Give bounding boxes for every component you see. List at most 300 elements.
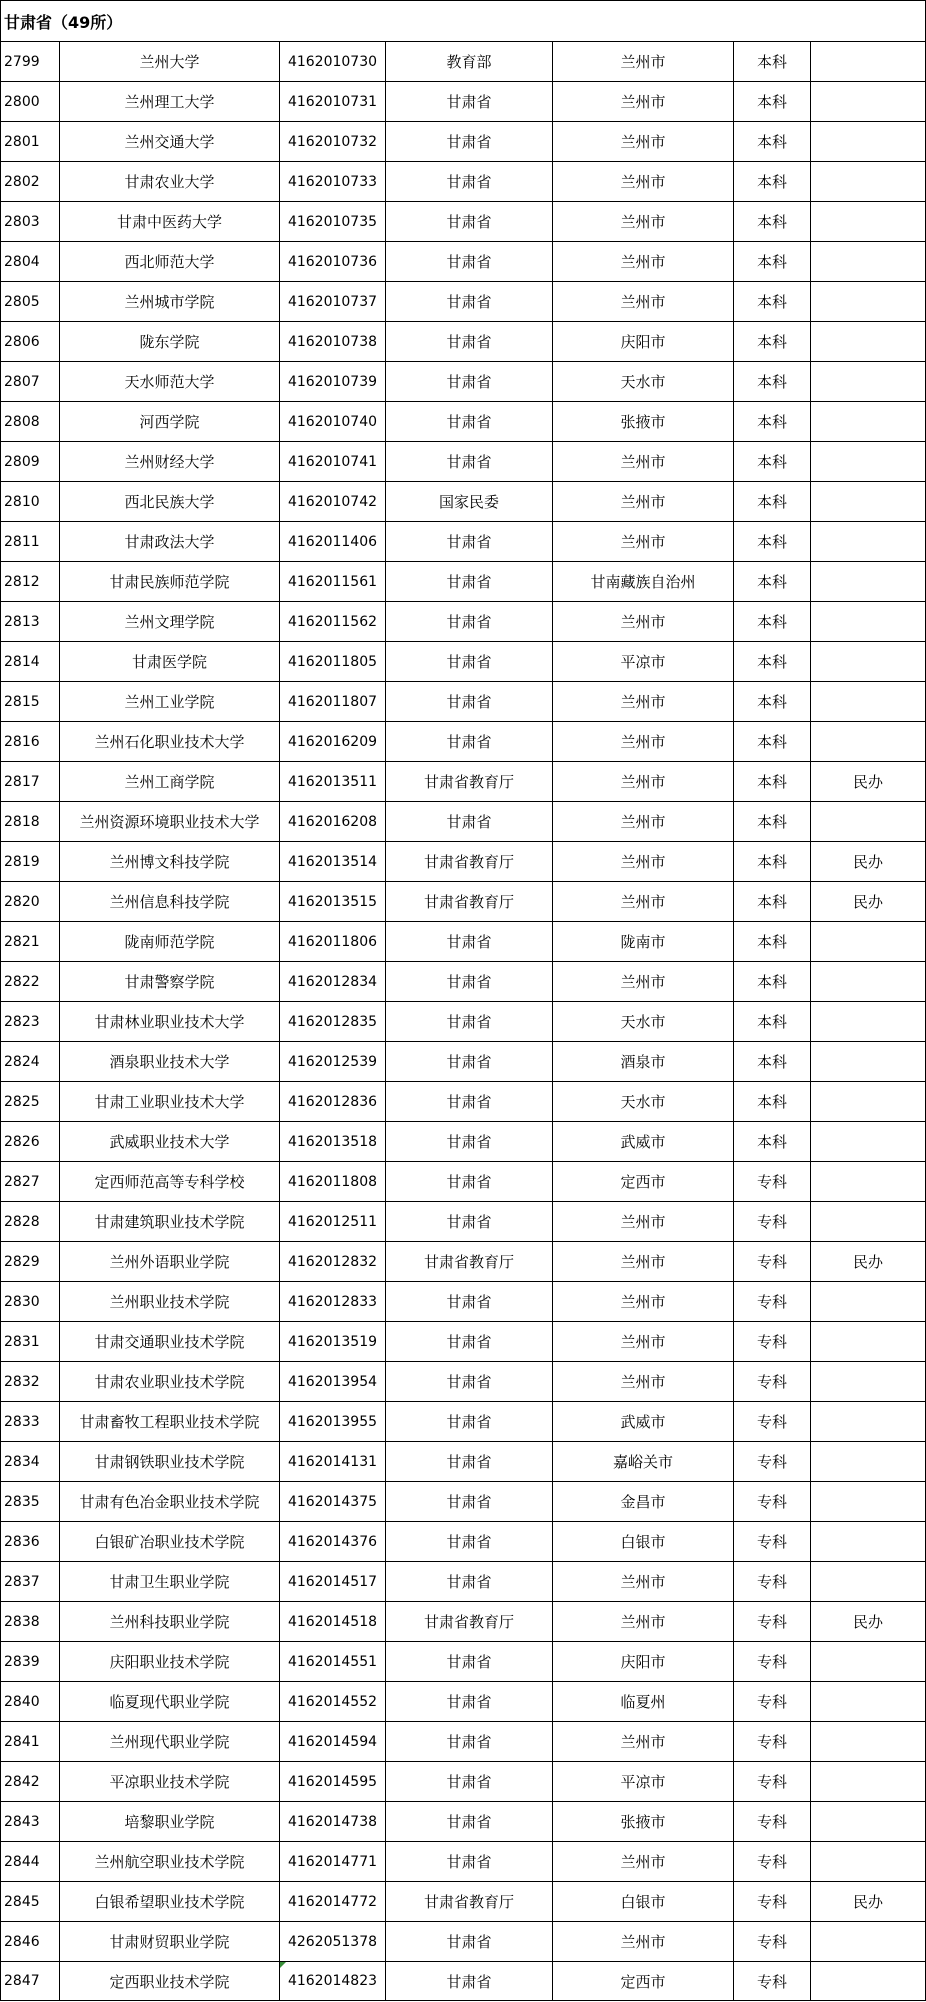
table-row xyxy=(1,362,926,402)
table-row xyxy=(1,722,926,762)
school-code: 4162010732 xyxy=(280,122,386,162)
education-level: 专科 xyxy=(734,1602,811,1642)
row-number: 2825 xyxy=(1,1082,60,1122)
remark xyxy=(811,1842,926,1882)
education-level: 专科 xyxy=(734,1322,811,1362)
school-name: 甘肃卫生职业学院 xyxy=(60,1562,280,1602)
school-code: 4162010736 xyxy=(280,242,386,282)
location: 平凉市 xyxy=(553,1762,734,1802)
school-name: 甘肃钢铁职业技术学院 xyxy=(60,1442,280,1482)
table-row xyxy=(1,1762,926,1802)
row-number: 2828 xyxy=(1,1202,60,1242)
department: 国家民委 xyxy=(386,482,553,522)
location: 兰州市 xyxy=(553,162,734,202)
school-name: 天水师范大学 xyxy=(60,362,280,402)
table-row xyxy=(1,682,926,722)
table-row xyxy=(1,322,926,362)
school-code: 4162011807 xyxy=(280,682,386,722)
school-code: 4162013955 xyxy=(280,1402,386,1442)
education-level: 本科 xyxy=(734,962,811,1002)
row-number: 2806 xyxy=(1,322,60,362)
school-code: 4162014771 xyxy=(280,1842,386,1882)
department: 甘肃省 xyxy=(386,1282,553,1322)
location: 白银市 xyxy=(553,1882,734,1922)
location: 兰州市 xyxy=(553,1562,734,1602)
department: 甘肃省 xyxy=(386,602,553,642)
school-name: 定西职业技术学院 xyxy=(60,1962,280,2001)
education-level: 本科 xyxy=(734,602,811,642)
school-code: 4262051378 xyxy=(280,1922,386,1962)
school-name: 甘肃交通职业技术学院 xyxy=(60,1322,280,1362)
remark xyxy=(811,82,926,122)
department: 甘肃省 xyxy=(386,1562,553,1602)
row-number: 2832 xyxy=(1,1362,60,1402)
school-code: 4162014738 xyxy=(280,1802,386,1842)
education-level: 专科 xyxy=(734,1802,811,1842)
school-code: 4162016208 xyxy=(280,802,386,842)
school-name: 甘肃有色冶金职业技术学院 xyxy=(60,1482,280,1522)
row-number: 2820 xyxy=(1,882,60,922)
remark xyxy=(811,1962,926,2001)
department: 甘肃省 xyxy=(386,242,553,282)
row-number: 2838 xyxy=(1,1602,60,1642)
department: 甘肃省 xyxy=(386,122,553,162)
remark xyxy=(811,682,926,722)
department: 甘肃省 xyxy=(386,1042,553,1082)
education-level: 本科 xyxy=(734,1042,811,1082)
school-name: 甘肃畜牧工程职业技术学院 xyxy=(60,1402,280,1442)
remark xyxy=(811,322,926,362)
education-level: 本科 xyxy=(734,882,811,922)
school-code: 4162014518 xyxy=(280,1602,386,1642)
department: 甘肃省 xyxy=(386,162,553,202)
school-code: 4162011808 xyxy=(280,1162,386,1202)
location: 兰州市 xyxy=(553,682,734,722)
school-name: 兰州信息科技学院 xyxy=(60,882,280,922)
school-name: 河西学院 xyxy=(60,402,280,442)
school-name: 兰州航空职业技术学院 xyxy=(60,1842,280,1882)
table-row xyxy=(1,762,926,802)
education-level: 专科 xyxy=(734,1562,811,1602)
school-code: 4162011805 xyxy=(280,642,386,682)
school-code: 4162010730 xyxy=(280,42,386,82)
remark xyxy=(811,1202,926,1242)
department: 甘肃省 xyxy=(386,1442,553,1482)
department: 甘肃省 xyxy=(386,1722,553,1762)
remark xyxy=(811,1482,926,1522)
education-level: 专科 xyxy=(734,1362,811,1402)
school-name: 兰州大学 xyxy=(60,42,280,82)
row-number: 2841 xyxy=(1,1722,60,1762)
school-name: 兰州现代职业学院 xyxy=(60,1722,280,1762)
education-level: 本科 xyxy=(734,162,811,202)
education-level: 专科 xyxy=(734,1762,811,1802)
location: 天水市 xyxy=(553,1002,734,1042)
education-level: 本科 xyxy=(734,402,811,442)
department: 甘肃省 xyxy=(386,1642,553,1682)
school-name: 甘肃农业大学 xyxy=(60,162,280,202)
department: 甘肃省 xyxy=(386,1762,553,1802)
row-number: 2837 xyxy=(1,1562,60,1602)
school-name: 甘肃民族师范学院 xyxy=(60,562,280,602)
table-row xyxy=(1,1802,926,1842)
school-name: 甘肃医学院 xyxy=(60,642,280,682)
table-row xyxy=(1,242,926,282)
location: 兰州市 xyxy=(553,522,734,562)
school-name: 甘肃中医药大学 xyxy=(60,202,280,242)
education-level: 本科 xyxy=(734,722,811,762)
row-number: 2812 xyxy=(1,562,60,602)
school-name: 兰州科技职业学院 xyxy=(60,1602,280,1642)
row-number: 2807 xyxy=(1,362,60,402)
row-number: 2805 xyxy=(1,282,60,322)
education-level: 本科 xyxy=(734,1002,811,1042)
table-row xyxy=(1,522,926,562)
table-row xyxy=(1,1282,926,1322)
row-number: 2827 xyxy=(1,1162,60,1202)
location: 兰州市 xyxy=(553,842,734,882)
remark: 民办 xyxy=(811,762,926,802)
location: 兰州市 xyxy=(553,442,734,482)
department: 甘肃省 xyxy=(386,962,553,1002)
department: 甘肃省 xyxy=(386,1402,553,1442)
location: 兰州市 xyxy=(553,82,734,122)
remark xyxy=(811,242,926,282)
school-name: 酒泉职业技术大学 xyxy=(60,1042,280,1082)
department: 甘肃省 xyxy=(386,1082,553,1122)
table-row xyxy=(1,1002,926,1042)
row-number: 2804 xyxy=(1,242,60,282)
school-name: 西北民族大学 xyxy=(60,482,280,522)
school-name: 兰州职业技术学院 xyxy=(60,1282,280,1322)
department: 甘肃省教育厅 xyxy=(386,1602,553,1642)
education-level: 本科 xyxy=(734,642,811,682)
location: 兰州市 xyxy=(553,122,734,162)
location: 张掖市 xyxy=(553,1802,734,1842)
school-code: 4162012834 xyxy=(280,962,386,1002)
school-code: 4162011561 xyxy=(280,562,386,602)
remark xyxy=(811,522,926,562)
department: 甘肃省 xyxy=(386,642,553,682)
location: 兰州市 xyxy=(553,1842,734,1882)
remark xyxy=(811,1082,926,1122)
row-number: 2834 xyxy=(1,1442,60,1482)
remark xyxy=(811,402,926,442)
location: 兰州市 xyxy=(553,962,734,1002)
department: 甘肃省 xyxy=(386,722,553,762)
location: 白银市 xyxy=(553,1522,734,1562)
department: 教育部 xyxy=(386,42,553,82)
location: 兰州市 xyxy=(553,1602,734,1642)
row-number: 2845 xyxy=(1,1882,60,1922)
education-level: 专科 xyxy=(734,1922,811,1962)
location: 兰州市 xyxy=(553,1722,734,1762)
location: 武威市 xyxy=(553,1402,734,1442)
remark xyxy=(811,482,926,522)
location: 兰州市 xyxy=(553,1202,734,1242)
location: 兰州市 xyxy=(553,1282,734,1322)
department: 甘肃省教育厅 xyxy=(386,882,553,922)
department: 甘肃省教育厅 xyxy=(386,1882,553,1922)
remark xyxy=(811,562,926,602)
row-number: 2835 xyxy=(1,1482,60,1522)
location: 兰州市 xyxy=(553,882,734,922)
school-code: 4162012511 xyxy=(280,1202,386,1242)
table-row xyxy=(1,1962,926,2001)
location: 兰州市 xyxy=(553,602,734,642)
remark xyxy=(811,1322,926,1362)
table-row xyxy=(1,282,926,322)
location: 兰州市 xyxy=(553,1922,734,1962)
school-code: 4162014131 xyxy=(280,1442,386,1482)
department: 甘肃省 xyxy=(386,1842,553,1882)
location: 兰州市 xyxy=(553,202,734,242)
department: 甘肃省 xyxy=(386,402,553,442)
school-code: 4162014595 xyxy=(280,1762,386,1802)
table-row xyxy=(1,1402,926,1442)
location: 甘南藏族自治州 xyxy=(553,562,734,602)
school-code: 4162013514 xyxy=(280,842,386,882)
remark xyxy=(811,1522,926,1562)
table-row xyxy=(1,842,926,882)
school-code: 4162011406 xyxy=(280,522,386,562)
remark: 民办 xyxy=(811,882,926,922)
table-row xyxy=(1,802,926,842)
education-level: 本科 xyxy=(734,1082,811,1122)
row-number: 2830 xyxy=(1,1282,60,1322)
remark: 民办 xyxy=(811,1602,926,1642)
school-code: 4162014551 xyxy=(280,1642,386,1682)
table-row xyxy=(1,482,926,522)
row-number: 2843 xyxy=(1,1802,60,1842)
education-level: 专科 xyxy=(734,1202,811,1242)
row-number: 2822 xyxy=(1,962,60,1002)
location: 兰州市 xyxy=(553,482,734,522)
school-code: 4162013511 xyxy=(280,762,386,802)
school-name: 兰州财经大学 xyxy=(60,442,280,482)
table-row xyxy=(1,642,926,682)
row-number: 2847 xyxy=(1,1962,60,2001)
school-name: 武威职业技术大学 xyxy=(60,1122,280,1162)
row-number: 2833 xyxy=(1,1402,60,1442)
department: 甘肃省 xyxy=(386,1322,553,1362)
remark xyxy=(811,1122,926,1162)
remark: 民办 xyxy=(811,842,926,882)
row-number: 2840 xyxy=(1,1682,60,1722)
department: 甘肃省 xyxy=(386,1922,553,1962)
row-number: 2826 xyxy=(1,1122,60,1162)
remark xyxy=(811,1282,926,1322)
education-level: 专科 xyxy=(734,1482,811,1522)
school-code: 4162014517 xyxy=(280,1562,386,1602)
education-level: 本科 xyxy=(734,242,811,282)
school-name: 兰州博文科技学院 xyxy=(60,842,280,882)
row-number: 2823 xyxy=(1,1002,60,1042)
education-level: 本科 xyxy=(734,442,811,482)
school-name: 甘肃政法大学 xyxy=(60,522,280,562)
location: 定西市 xyxy=(553,1962,734,2001)
education-level: 本科 xyxy=(734,322,811,362)
school-name: 兰州工商学院 xyxy=(60,762,280,802)
location: 嘉峪关市 xyxy=(553,1442,734,1482)
row-number: 2810 xyxy=(1,482,60,522)
school-name: 兰州资源环境职业技术大学 xyxy=(60,802,280,842)
education-level: 专科 xyxy=(734,1642,811,1682)
table-row xyxy=(1,1442,926,1482)
location: 天水市 xyxy=(553,362,734,402)
table-body xyxy=(1,1,926,2001)
location: 定西市 xyxy=(553,1162,734,1202)
remark xyxy=(811,1402,926,1442)
row-number: 2836 xyxy=(1,1522,60,1562)
cell-marker-icon xyxy=(280,1962,286,1968)
education-level: 专科 xyxy=(734,1442,811,1482)
department: 甘肃省 xyxy=(386,522,553,562)
remark xyxy=(811,1042,926,1082)
table-row xyxy=(1,1202,926,1242)
school-code: 4162010731 xyxy=(280,82,386,122)
table-row xyxy=(1,562,926,602)
school-code: 4162014552 xyxy=(280,1682,386,1722)
row-number: 2829 xyxy=(1,1242,60,1282)
remark xyxy=(811,1802,926,1842)
table-row xyxy=(1,402,926,442)
education-level: 专科 xyxy=(734,1162,811,1202)
education-level: 专科 xyxy=(734,1842,811,1882)
school-name: 陇南师范学院 xyxy=(60,922,280,962)
school-code: 4162012832 xyxy=(280,1242,386,1282)
row-number: 2809 xyxy=(1,442,60,482)
school-name: 庆阳职业技术学院 xyxy=(60,1642,280,1682)
school-code: 4162010740 xyxy=(280,402,386,442)
remark xyxy=(811,42,926,82)
remark xyxy=(811,1162,926,1202)
table-row xyxy=(1,1562,926,1602)
row-number: 2817 xyxy=(1,762,60,802)
department: 甘肃省 xyxy=(386,802,553,842)
remark xyxy=(811,1722,926,1762)
remark xyxy=(811,162,926,202)
table-row xyxy=(1,882,926,922)
department: 甘肃省教育厅 xyxy=(386,762,553,802)
school-name: 甘肃工业职业技术大学 xyxy=(60,1082,280,1122)
location: 张掖市 xyxy=(553,402,734,442)
department: 甘肃省 xyxy=(386,1162,553,1202)
row-number: 2799 xyxy=(1,42,60,82)
table-row xyxy=(1,1362,926,1402)
table-row xyxy=(1,962,926,1002)
school-code: 4162012835 xyxy=(280,1002,386,1042)
row-number: 2802 xyxy=(1,162,60,202)
row-number: 2846 xyxy=(1,1922,60,1962)
remark xyxy=(811,1762,926,1802)
province-title-row xyxy=(1,1,926,42)
remark xyxy=(811,1642,926,1682)
department: 甘肃省 xyxy=(386,442,553,482)
table-row xyxy=(1,82,926,122)
province-title: 甘肃省（49所） xyxy=(1,1,926,42)
school-name: 甘肃警察学院 xyxy=(60,962,280,1002)
school-code: 4162012836 xyxy=(280,1082,386,1122)
school-name: 培黎职业学院 xyxy=(60,1802,280,1842)
remark xyxy=(811,1682,926,1722)
education-level: 本科 xyxy=(734,282,811,322)
location: 兰州市 xyxy=(553,722,734,762)
row-number: 2800 xyxy=(1,82,60,122)
row-number: 2815 xyxy=(1,682,60,722)
department: 甘肃省 xyxy=(386,682,553,722)
school-name: 平凉职业技术学院 xyxy=(60,1762,280,1802)
school-name: 甘肃林业职业技术大学 xyxy=(60,1002,280,1042)
school-code: 4162010741 xyxy=(280,442,386,482)
education-level: 本科 xyxy=(734,42,811,82)
school-code: 4162013954 xyxy=(280,1362,386,1402)
table-row xyxy=(1,1642,926,1682)
education-level: 专科 xyxy=(734,1402,811,1442)
school-code: 4162013515 xyxy=(280,882,386,922)
remark: 民办 xyxy=(811,1882,926,1922)
department: 甘肃省 xyxy=(386,362,553,402)
education-level: 本科 xyxy=(734,122,811,162)
school-name: 兰州城市学院 xyxy=(60,282,280,322)
table-row xyxy=(1,1122,926,1162)
location: 兰州市 xyxy=(553,802,734,842)
table-row xyxy=(1,1602,926,1642)
row-number: 2831 xyxy=(1,1322,60,1362)
remark xyxy=(811,962,926,1002)
remark xyxy=(811,362,926,402)
table-row xyxy=(1,442,926,482)
table-row xyxy=(1,1162,926,1202)
remark xyxy=(811,602,926,642)
school-code: 4162014594 xyxy=(280,1722,386,1762)
department: 甘肃省 xyxy=(386,202,553,242)
department: 甘肃省 xyxy=(386,1682,553,1722)
row-number: 2824 xyxy=(1,1042,60,1082)
department: 甘肃省 xyxy=(386,922,553,962)
department: 甘肃省 xyxy=(386,1002,553,1042)
school-name: 兰州理工大学 xyxy=(60,82,280,122)
table-row xyxy=(1,602,926,642)
education-level: 本科 xyxy=(734,762,811,802)
table-row xyxy=(1,922,926,962)
school-code: 4162010735 xyxy=(280,202,386,242)
remark xyxy=(811,122,926,162)
table-row xyxy=(1,1682,926,1722)
school-name: 白银矿冶职业技术学院 xyxy=(60,1522,280,1562)
table-row xyxy=(1,1922,926,1962)
row-number: 2813 xyxy=(1,602,60,642)
department: 甘肃省教育厅 xyxy=(386,842,553,882)
department: 甘肃省 xyxy=(386,1122,553,1162)
row-number: 2839 xyxy=(1,1642,60,1682)
school-code: 4162014823 xyxy=(280,1962,386,2001)
department: 甘肃省 xyxy=(386,1522,553,1562)
school-code: 4162013518 xyxy=(280,1122,386,1162)
education-level: 本科 xyxy=(734,682,811,722)
school-name: 甘肃农业职业技术学院 xyxy=(60,1362,280,1402)
row-number: 2801 xyxy=(1,122,60,162)
department: 甘肃省教育厅 xyxy=(386,1242,553,1282)
school-code: 4162010738 xyxy=(280,322,386,362)
location: 天水市 xyxy=(553,1082,734,1122)
location: 平凉市 xyxy=(553,642,734,682)
location: 临夏州 xyxy=(553,1682,734,1722)
education-level: 专科 xyxy=(734,1722,811,1762)
table-row xyxy=(1,42,926,82)
education-level: 本科 xyxy=(734,842,811,882)
table-row xyxy=(1,202,926,242)
